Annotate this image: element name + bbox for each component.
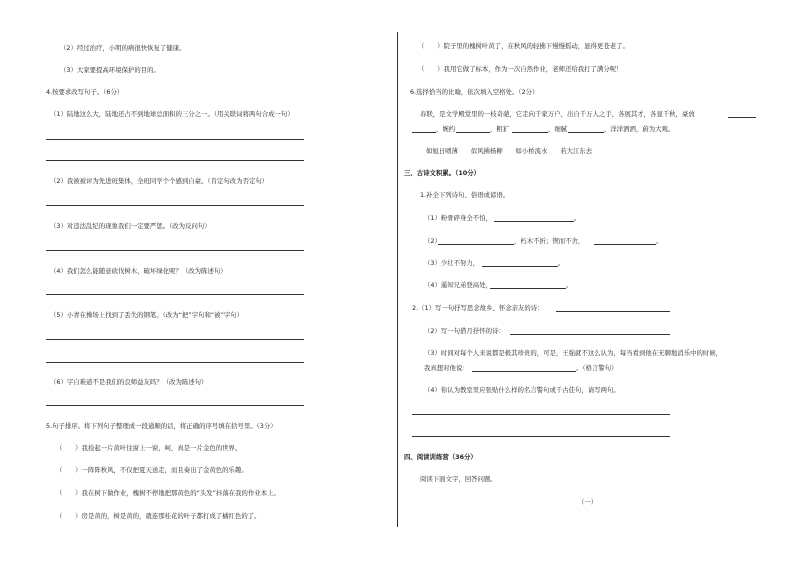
- q2-item-4: （4）你认为教室里应张贴什么样的名言警句或千古佳句，请写两句。: [424, 386, 620, 394]
- answer-line[interactable]: [46, 160, 304, 161]
- answer-line[interactable]: [46, 405, 304, 406]
- q6-options: 如旭日喷薄 似风拂杨柳 如小桥流水 若大江东去: [426, 147, 593, 155]
- answer-line[interactable]: [46, 294, 304, 295]
- q1-item-4: （4）遥知兄弟登高处，: [424, 281, 492, 289]
- q1-item-3: （3）少壮不努力，: [424, 259, 480, 267]
- blank-line[interactable]: [728, 117, 756, 118]
- blank-line[interactable]: [456, 132, 490, 133]
- q5-title: 5.句子排序。将下列句子整理成一段通顺的话，将正确的序号填在括号里。（3分）: [46, 422, 277, 430]
- q5-sentence-3: （ ）我在树下做作业，槐树不停地把那黄色的“头发”抖落在我的作业本上。: [56, 489, 280, 497]
- blank-line[interactable]: [412, 132, 436, 133]
- q5-sentence-2: （ ）一阵阵秋风，不仅把夏天送走，而且奏出了金黄色的乐趣。: [56, 466, 248, 474]
- q4-item-1: （1）陆地这么大，陆地还占不到地球总面积的三分之一。（用关联词将两句合成一句）: [50, 110, 294, 118]
- blank-line[interactable]: [556, 311, 670, 312]
- period: 。: [574, 214, 581, 222]
- blank-line[interactable]: [594, 244, 656, 245]
- q2-item-3c: 。（格言警句）: [576, 364, 618, 372]
- q4-item-3: （3）对违法乱纪的现象我们一定要严惩。（改为反问句）: [50, 222, 211, 230]
- blank-line[interactable]: [568, 132, 604, 133]
- period: 。: [566, 281, 573, 289]
- answer-line[interactable]: [412, 436, 670, 437]
- q6-text-a: ，婉约: [436, 125, 456, 133]
- answer-line[interactable]: [46, 362, 304, 363]
- q2-item-2: （2）写一句借月抒怀的诗：: [424, 327, 505, 335]
- q4-item-5: （5）小青在操场上找到了丢失的钢笔。（改为“把”字句和“被”字句）: [50, 311, 244, 319]
- q6-title: 6.选择恰当的比喻，依次填入空格处。（2分）: [410, 88, 539, 96]
- period: 。: [558, 259, 565, 267]
- q3-item-3: （3）大家要提高环境保护的目的。: [60, 66, 160, 74]
- q1-item-1: （1）粉骨碎身全不怕，: [424, 214, 492, 222]
- answer-line[interactable]: [46, 139, 304, 140]
- blank-line[interactable]: [482, 266, 558, 267]
- blank-line[interactable]: [490, 288, 566, 289]
- q2-title: 2.（1）写一句抒写思念故乡、怀念亲友的诗：: [412, 304, 544, 312]
- q5-sentence-5: （ ）院子里的槐树叶黄了，在秋风的轻拂下慢慢摇动，显得更苍老了。: [418, 42, 629, 50]
- q1-item-2b: ，朽木不折；锲而不舍，: [514, 237, 585, 245]
- q4-item-6: （6）字自难道不是我们的良师益友吗？（改为陈述句）: [50, 378, 208, 386]
- q2-item-3b: 我真想对他说：: [424, 364, 469, 372]
- q4-item-2: （2）我被被评为先进班集体，全班同学个个感到自豪。（肯定句改为否定句）: [50, 177, 269, 185]
- q6-text-c: ，细腻: [548, 125, 568, 133]
- q5-sentence-4: （ ）房是黄的，树是黄的，就连那桂花的叶子都打成了橘红色的了。: [56, 512, 261, 520]
- q5-sentence-1: （ ）我捡起一片黄叶往窗上一窗，呵，真是一片金色的世界。: [56, 444, 242, 452]
- q1-item-2a: （2）: [424, 237, 441, 245]
- blank-line[interactable]: [512, 132, 548, 133]
- q6-text-b: ，粗犷: [490, 125, 510, 133]
- passage-number: （一）: [578, 498, 598, 506]
- answer-line[interactable]: [412, 414, 670, 415]
- section-4-intro: 阅读下面文字，回答问题。: [420, 475, 497, 483]
- answer-line[interactable]: [46, 339, 304, 340]
- answer-line[interactable]: [46, 250, 304, 251]
- column-divider: [397, 32, 398, 527]
- q1-title: 1.补全下列诗句、俗语或谚语。: [420, 191, 510, 199]
- blank-line[interactable]: [438, 244, 514, 245]
- section-3-title: 三、古诗文积累。（10分）: [404, 169, 480, 177]
- q6-text-line1: 春联，是文学殿堂里的一枝奇葩，它走向千家万户，出自千万人之手，各展其才，各显千秋，豪放: [420, 110, 695, 118]
- q5-sentence-6: （ ）我用它做了标本，作为一次自然作业，老师还给我打了满分呢！: [418, 65, 623, 73]
- section-4-title: 四、阅读训练营（36分）: [404, 453, 477, 461]
- blank-line[interactable]: [472, 371, 576, 372]
- q3-item-2: （2）经过治疗，小明的病很快恢复了健康。: [60, 44, 186, 52]
- q4-item-4: （4）我们怎么能随意砍伐树木，破坏绿化呢？（改为陈述句）: [50, 267, 227, 275]
- blank-line[interactable]: [494, 221, 574, 222]
- blank-line[interactable]: [510, 334, 670, 335]
- q4-title: 4.按要求改写句子。（6分）: [46, 88, 124, 96]
- q6-text-d: ，洋洋洒洒，蔚为大观。: [604, 125, 675, 133]
- answer-line[interactable]: [46, 205, 304, 206]
- period: 。: [656, 237, 663, 245]
- q2-item-3: （3）时间对每个人来说都是极其珍贵的，可是，王强就不这么认为，每当看到他在无聊地消乐中的时候，: [424, 349, 723, 357]
